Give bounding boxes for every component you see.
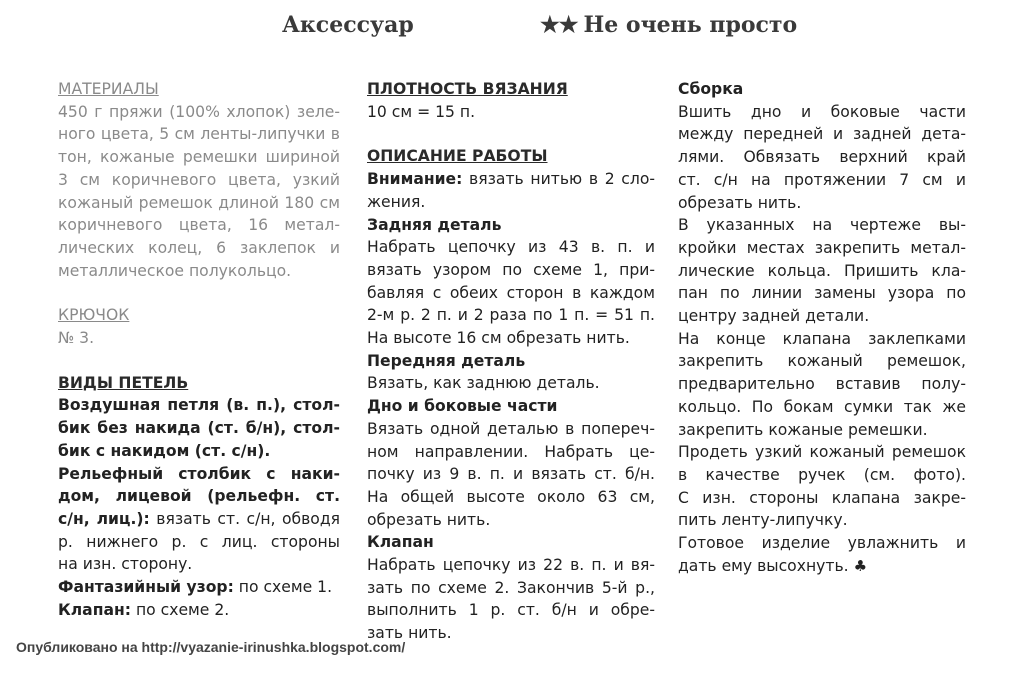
column-materials (58, 78, 340, 621)
description-heading: ОПИСАНИЕ РАБОТЫ (367, 147, 548, 166)
front-heading: Передняя деталь (367, 351, 526, 370)
text-line: бавляя с обеих сторон в каждом (367, 283, 655, 302)
text-line: обрезать нить. (678, 193, 802, 212)
club-end-icon: ♣ (853, 556, 868, 575)
text-fragment: вязать нитью в 2 сло- (462, 170, 655, 189)
text-fragment: вязать ст. с/н, обводя (149, 509, 340, 528)
difficulty-rating (540, 12, 797, 38)
text-line: лями. Обвязать верхний край (678, 148, 966, 167)
gauge-value: 10 см = 15 п. (367, 102, 476, 121)
materials-text (58, 101, 340, 283)
text-line: Готовое изделие увлажнить и (678, 534, 966, 553)
fancy-label: Фантазийный узор: (58, 578, 234, 597)
text-line: кожаный ремешок длиной 180 см (58, 193, 340, 212)
text-line: зать по схеме 2. Закончив 5-й р., (367, 578, 655, 597)
text-line: центру задней детали. (678, 307, 870, 326)
hook-heading: КРЮЧОК (58, 306, 130, 325)
text-line: тон, кожаные ремешки шириной (58, 148, 340, 167)
text-line: на изн. сторону. (58, 555, 193, 574)
column-assembly (678, 78, 966, 577)
text-line: пан по линии замены узора по (678, 284, 966, 303)
text-line: лических колец, 6 заклепок и (58, 238, 340, 257)
difficulty-label: Не очень просто (583, 12, 798, 38)
text-line: Вязать одной деталью в попереч- (367, 419, 655, 438)
flap-text: по схеме 2. (131, 600, 230, 619)
text-line: металлическое полукольцо. (58, 261, 292, 280)
text-line: 2-м р. 2 п. и 2 раза по 1 п. = 51 п. (367, 306, 655, 325)
text-line: ст. с/н на протяжении 7 см и (678, 170, 966, 189)
text-line: На высоте 16 см обрезать нить. (367, 329, 630, 348)
flap-pattern-line (58, 599, 340, 622)
text-line: ном направлении. Набрать це- (367, 442, 655, 461)
text-line: На конце клапана заклепками (678, 329, 966, 348)
text-line: На общей высоте около 63 см, (367, 487, 655, 506)
text-line: ного цвета, 5 см ленты-липучки в (58, 125, 340, 144)
flap-heading: Клапан (367, 533, 434, 552)
back-heading: Задняя деталь (367, 215, 502, 234)
text-line: Набрать цепочку из 22 в. п. и вя- (367, 556, 655, 575)
publication-credit: Опубликовано на http://vyazanie-irinushka.blogspot.com/ (16, 639, 406, 655)
bottom-text (367, 418, 655, 532)
difficulty-stars-icon: ★★ (540, 12, 578, 38)
attention-text (367, 168, 655, 213)
text-line: 450 г пряжи (100% хлопок) зеле- (58, 102, 340, 121)
text-line: почку из 9 в. п. и вязать ст. б/н. (367, 465, 655, 484)
text-line: между передней и задней дета- (678, 125, 966, 144)
text-line: бик без накида (ст. б/н), стол- (58, 419, 340, 438)
gauge-heading: ПЛОТНОСТЬ ВЯЗАНИЯ (367, 80, 568, 98)
text-line: 3 см коричневого цвета, узкий (58, 170, 340, 189)
flap-label: Клапан: (58, 600, 131, 619)
text-line: лические кольца. Пришить кла- (678, 261, 966, 280)
assembly-heading: Сборка (678, 80, 744, 98)
fancy-text: по схеме 1. (233, 578, 333, 597)
text-line: кройки местах закрепить метал- (678, 238, 966, 257)
text-line: обрезать нить. (367, 510, 491, 529)
assembly-text (678, 101, 966, 578)
text-line: вязать узором по схеме 1, при- (367, 260, 655, 279)
attention-label: Внимание: (367, 170, 463, 189)
text-line: С изн. стороны клапана закре- (678, 488, 966, 507)
hook-value: № 3. (58, 329, 95, 348)
category-title: Аксессуар (282, 12, 414, 38)
text-line: пить ленту-липучку. (678, 511, 848, 530)
text-line: закрепить кожаный ремешок, (678, 352, 966, 371)
text-line: предварительно вставив полу- (678, 375, 966, 394)
bottom-heading: Дно и боковые части (367, 397, 558, 416)
text-line: р. нижнего р. с лиц. стороны (58, 532, 340, 551)
text-line: Продеть узкий кожаный ремешок (678, 443, 966, 462)
text-line: коричневого цвета, 16 метал- (58, 216, 340, 235)
materials-heading: МАТЕРИАЛЫ (58, 80, 159, 98)
text-line: Набрать цепочку из 43 в. п. и (367, 238, 655, 257)
text-fragment: дать ему высохнуть. (678, 556, 849, 575)
text-line: в качестве ручек (см. фото). (678, 465, 966, 484)
fancy-pattern-line (58, 576, 340, 599)
relief-bold-end: с/н, лиц.): (58, 509, 150, 528)
column-instructions (367, 78, 655, 645)
flap-text (367, 554, 655, 645)
text-line: Воздушная петля (в. п.), стол- (58, 396, 340, 415)
page-header (0, 12, 1024, 46)
text-line: зать нить. (367, 624, 452, 643)
stitches-text (58, 394, 340, 508)
text-line: жения. (367, 192, 426, 211)
text-line: Рельефный столбик с наки- (58, 464, 340, 483)
text-line: выполнить 1 р. ст. б/н и обре- (367, 601, 655, 620)
stitches-heading: ВИДЫ ПЕТЕЛЬ (58, 373, 189, 392)
relief-text (58, 508, 340, 576)
text-line: дом, лицевой (рельефн. ст. (58, 487, 340, 506)
text-line: кольцо. По бокам сумки так же (678, 397, 966, 416)
back-text (367, 236, 655, 350)
text-line: закрепить кожаные ремешки. (678, 420, 928, 439)
text-line: Вшить дно и боковые части (678, 102, 966, 121)
text-line: бик с накидом (ст. с/н). (58, 441, 271, 460)
text-line: В указанных на чертеже вы- (678, 216, 966, 235)
front-text: Вязать, как заднюю деталь. (367, 374, 600, 393)
